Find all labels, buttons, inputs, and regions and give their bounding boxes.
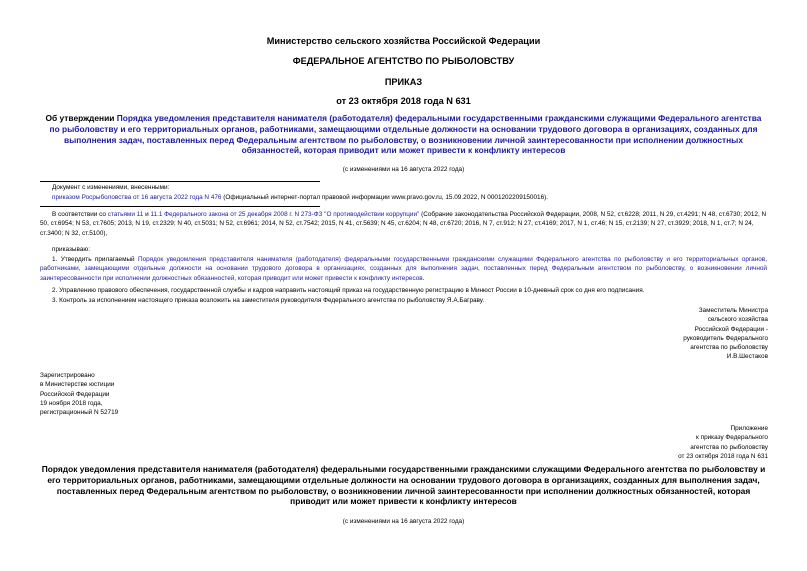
divider-bottom [40, 206, 320, 207]
preamble-text-2: и [143, 211, 151, 218]
amendments-line [52, 193, 772, 202]
registration-line: в Министерстве юстиции [40, 381, 115, 389]
ministry-heading: Министерство сельского хозяйства Российской Федерации [266, 36, 541, 46]
signature-line: сельского хозяйства [707, 316, 768, 324]
amendments-label: Документ с изменениями, внесенными: [52, 184, 170, 191]
article-11-link[interactable]: статьями 11 [107, 211, 144, 218]
item-1 [40, 255, 767, 283]
registration-line: Российской Федерации [40, 390, 110, 398]
order-word: приказываю: [52, 246, 90, 253]
date-number: от 23 октября 2018 года N 631 [336, 96, 471, 106]
preamble-text-1: В соответствии со [52, 211, 108, 218]
registration-line: регистрационный N 52719 [40, 409, 119, 417]
doc-type-heading: ПРИКАЗ [384, 77, 423, 87]
preamble-text-3: (Собрание законодательства Российской Федерации, 2008, N 52, ст.6228; 2011, N 29, ст.4291; N 48, ст.6730; 2012, N 50, ст.6954; N 53, ст.7605; 2013, N 19, ст.2329; N 40, ст.5031; N 52, ст.6961; 2014, N 52, ст.7542; 2015, N 41, ст.5639; N 45, ст.6204; N 48, ст.6720; 2016, N 7, ст.912; N 27, ст.4169; 2017, N 1, ст.46; N 15, ст.2139; N 27, ст.3929; 2018, N 1, ст.7; N 24, ст.3400; N 32, ст.5100), [40, 211, 767, 237]
signature-line: Заместитель Министра [698, 307, 768, 314]
appendix-line: к приказу Федерального [696, 434, 768, 442]
preamble-paragraph [40, 210, 767, 238]
signature-block [568, 306, 768, 362]
amendments-rest: (Официальный интернет-портал правовой информации www.pravo.gov.ru, 15.09.2022, N 0001202209150016). [221, 194, 549, 201]
registration-line: 19 ноября 2018 года, [40, 399, 103, 407]
amendment-note: (с изменениями на 16 августа 2022 года) [342, 166, 465, 173]
item-1-prefix: 1. Утвердить прилагаемый [52, 256, 138, 263]
item-1-suffix: . [422, 274, 425, 282]
divider-top [40, 181, 320, 182]
agency-heading: ФЕДЕРАЛЬНОЕ АГЕНТСТВО ПО РЫБОЛОВСТВУ [292, 56, 515, 66]
appendix-line: Приложение [730, 425, 768, 432]
appendix-line: от 23 октября 2018 года N 631 [678, 452, 768, 460]
signature-line: И.В.Шестаков [726, 353, 768, 361]
document-title [40, 113, 767, 156]
amendment-order-link[interactable]: приказом Росрыболовства от 16 августа 2022 года N 476 [52, 194, 222, 201]
registration-line: Зарегистрировано [40, 372, 95, 379]
title-prefix: Об утверждении [45, 113, 117, 123]
registration-block [40, 371, 240, 417]
title-procedure-link[interactable]: Порядка уведомления представителя нанимателя (работодателя) федеральными государственными гражданскими служащими Федерального агентства по рыболовству и его территориальных органов, работниками, замещающими отдельные должности на основании трудового договора в организациях, созданных для выполнения задач, поставленных перед Федеральным агентством по рыболовству, о возникновении личной заинтересованности при исполнении должностных обязанностей, которая приводит или может привести к конфликту интересов [49, 113, 762, 156]
signature-line: Российской Федерации - [694, 325, 768, 333]
appendix-line: агентства по рыболовству [690, 443, 768, 451]
item-1-procedure-link[interactable]: Порядок уведомления представителя нанимателя (работодателя) федеральными государственными гражданскими служащими Федерального агентства по рыболовству и его территориальных органов, работниками, замещающими отдельные должности на основании трудового договора в организациях, созданных для выполнения задач, поставленных перед Федеральным агентством по рыболовству, о возникновении личной заинтересованности при исполнении должностных обязанностей, которая приводит или может привести к конфликту интересов [40, 256, 767, 282]
appendix-block [568, 424, 768, 461]
signature-line: руководитель Федерального [683, 334, 768, 342]
procedure-title: Порядок уведомления представителя нанимателя (работодателя) федеральными государственными гражданскими служащими Федерального агентства по рыболовству и его территориальных органов, работниками, замещающими отдельные должности на основании трудового договора в организациях, созданных для выполнения задач, поставленных перед Федеральным агентством по рыболовству, о возникновении личной заинтересованности при исполнении должностных обязанностей, которая приводит или может привести к конфликту интересов [41, 464, 766, 507]
procedure-amendment-note: (с изменениями на 16 августа 2022 года) [342, 518, 465, 525]
item-3: 3. Контроль за исполнением настоящего приказа возложить на заместителя руководителя Федерального агентства по рыболовству Я.А.Баграву. [52, 297, 485, 304]
signature-line: агентства по рыболовству [690, 344, 768, 352]
item-2: 2. Управлению правового обеспечения, государственной службы и кадров направить настоящий приказ на государственную регистрацию в Минюст России в 10-дневный срок со дня его подписания. [52, 287, 645, 294]
federal-law-link[interactable]: 11.1 Федерального закона от 25 декабря 2008 г. N 273-ФЗ "О противодействии коррупции" [150, 211, 420, 218]
